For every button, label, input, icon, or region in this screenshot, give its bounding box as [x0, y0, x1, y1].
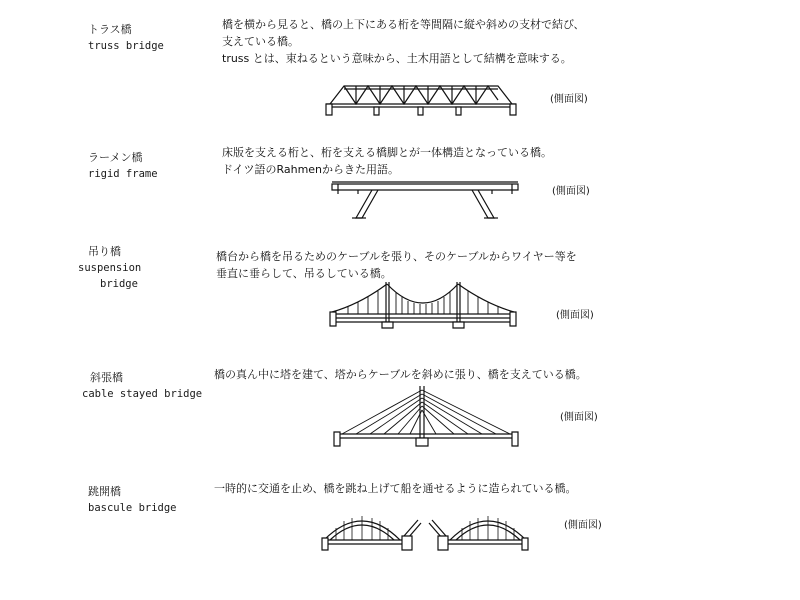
bridge-name-en: bascule bridge [88, 502, 177, 514]
side-view-label: (側面図) [556, 310, 594, 321]
description-line: ドイツ語のRahmenからきた用語。 [222, 163, 400, 176]
description-line: 垂直に垂らして、吊るしている橋。 [216, 267, 392, 280]
bridge-name [88, 22, 164, 54]
bridge-name-jp: ラーメン橋 [88, 151, 143, 164]
description-line: 床版を支える桁と、桁を支える橋脚とが一体構造となっている橋。 [222, 146, 552, 159]
bridge-description [214, 366, 587, 383]
cable-stayed-bridge-side-view [334, 384, 518, 450]
truss-bridge-side-view [326, 82, 516, 118]
bridge-name-jp: 跳開橋 [88, 485, 121, 498]
bridge-name-en: rigid frame [88, 168, 158, 180]
bridge-description [214, 480, 577, 497]
description-line: 橋台から橋を吊るためのケーブルを張り、そのケーブルからワイヤー等を [216, 250, 577, 263]
description-line: truss とは、束ねるという意味から、土木用語として結構を意味する。 [222, 52, 572, 65]
bridge-description [222, 16, 585, 67]
description-line: 支えている橋。 [222, 35, 299, 48]
description-line: 橋を横から見ると、橋の上下にある桁を等間隔に縦や斜めの支材で結び、 [222, 18, 585, 31]
side-view-label: (側面図) [560, 412, 598, 423]
side-view-label: (側面図) [552, 186, 590, 197]
bridge-description [216, 248, 577, 282]
rigid-frame-bridge-side-view [332, 180, 518, 224]
bridge-name-en: truss bridge [88, 40, 164, 52]
bascule-bridge-side-view [322, 506, 528, 552]
description-line: 橋の真ん中に塔を建て、塔からケーブルを斜めに張り、橋を支えている橋。 [214, 368, 587, 381]
bridge-name-jp: 吊り橋 [88, 245, 121, 258]
bridge-name-jp: トラス橋 [88, 23, 132, 36]
bridge-name [88, 484, 177, 516]
side-view-label: (側面図) [550, 94, 588, 105]
bridge-description [222, 144, 552, 178]
bridge-name-en: suspension [78, 262, 142, 274]
description-line: 一時的に交通を止め、橋を跳ね上げて船を通せるように造られている橋。 [214, 482, 577, 495]
bridge-name-jp: 斜張橋 [90, 371, 123, 384]
bridge-name [82, 370, 202, 402]
bridge-name [78, 244, 141, 292]
bridge-name [88, 150, 158, 182]
bridge-name-en-line2: bridge [100, 278, 138, 290]
suspension-bridge-side-view [330, 282, 516, 332]
bridge-name-en: cable stayed bridge [82, 388, 203, 400]
side-view-label: (側面図) [564, 520, 602, 531]
